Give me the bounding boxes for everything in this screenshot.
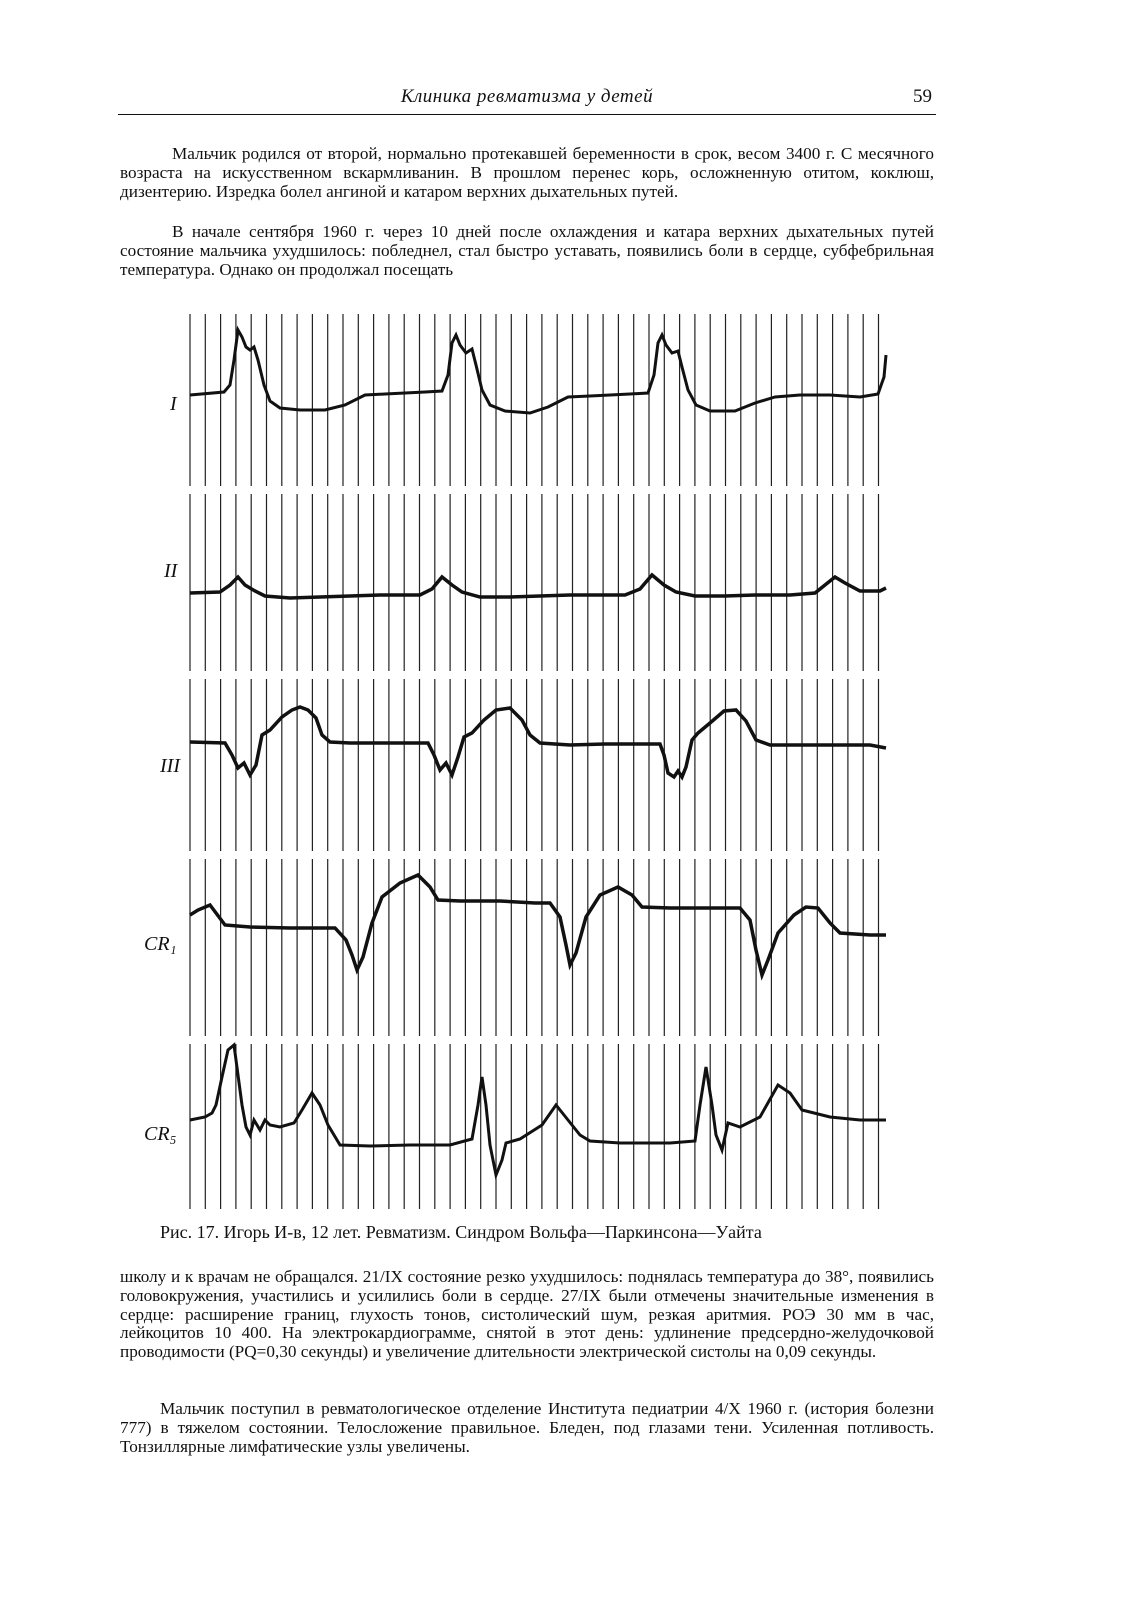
lead-label-cr1: CR₁ <box>144 933 177 955</box>
paragraph-worsening: школу и к врачам не обращался. 21/IX состояние резко ухудшилось: поднялась температура до 38°, появились головокружения, участились и усилились боли в сердце. 27/IX были отмечены значительные изменения в сердце: расширение границ, глухость тонов, систолический шум, резкая аритмия. РОЭ 30 мм в час, лейкоцитов 10 400. На электрокардиограмме, снятой в этот день: удлинение предсердно-желудочковой проводимости (PQ=0,30 секунды) и увеличение длительности электрической систолы на 0,09 секунды. <box>120 1267 934 1362</box>
lead-label-cr5: CR₅ <box>144 1123 177 1145</box>
ecg-trace-lead-2 <box>190 575 886 598</box>
page-number: 59 <box>913 86 932 107</box>
ecg-trace-lead-cr1 <box>190 875 886 975</box>
paragraph-birth-history: Мальчик родился от второй, нормально протекавшей беременности в срок, весом 3400 г. С месячного возраста на искусственном вскармливанин. В прошлом перенес корь, осложненную отитом, коклюш, дизентерию. Изредка болел ангиной и катаром верхних дыхательных путей. <box>120 144 934 201</box>
ecg-trace-lead-cr5 <box>190 1045 886 1175</box>
ecg-time-markers <box>190 314 879 1209</box>
ecg-figure <box>144 305 910 1225</box>
paragraph-onset: В начале сентября 1960 г. через 10 дней после охлаждения и катара верхних дыхательных путей состояние мальчика ухудшилось: побледнел, стал быстро уставать, появились боли в сердце, субфебрильная температура. Однако он продолжал посещать <box>120 222 934 279</box>
paragraph-admission: Мальчик поступил в ревматологическое отделение Института педиатрии 4/X 1960 г. (история болезни 777) в тяжелом состоянии. Телосложение правильное. Бледен, под глазами тени. Усиленная потливость. Тонзиллярные лимфатические узлы увеличены. <box>120 1399 934 1456</box>
figure-caption: Рис. 17. Игорь И-в, 12 лет. Ревматизм. Синдром Вольфа—Паркинсона—Уайта <box>160 1222 762 1242</box>
ecg-trace-lead-1 <box>190 330 886 413</box>
lead-label-1: I <box>170 393 177 415</box>
lead-label-2: II <box>164 560 178 582</box>
page-header <box>118 86 936 115</box>
ecg-tracings <box>150 305 910 1225</box>
running-title: Клиника ревматизма у детей <box>400 86 654 107</box>
lead-label-3: III <box>160 755 180 777</box>
ecg-trace-lead-3 <box>190 707 886 777</box>
